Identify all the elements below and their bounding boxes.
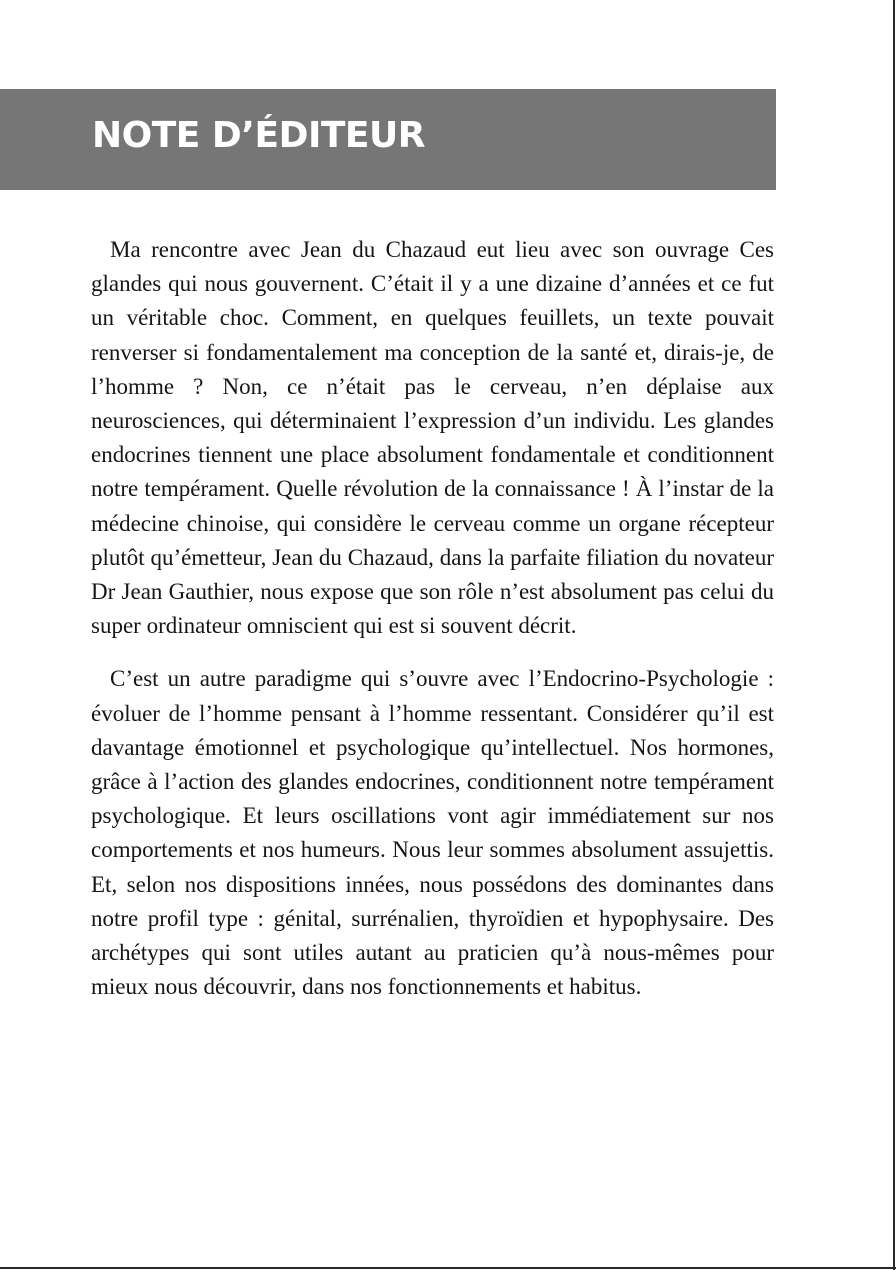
- paragraph-2: C’est un autre paradigme qui s’ouvre avec l’Endocrino-Psychologie : évoluer de l’homme pensant à l’homme ressentant. Considérer qu’il est davantage émotionnel et psychologique qu’intellectuel. Nos hormones, grâce à l’action des glandes endocrines, conditionnent notre tempérament psychologique. Et leurs oscillations vont agir immédiatement sur nos comportements et nos humeurs. Nous leur sommes absolument assujettis. Et, selon nos dispositions innées, nous possédons des dominantes dans notre profil type : génital, surrénalien, thyroïdien et hypophysaire. Des archétypes qui sont utiles autant au praticien qu’à nous-mêmes pour mieux nous découvrir, dans nos fonctionnements et habitus.: [91, 666, 774, 1000]
- page-title: NOTE D’ÉDITEUR: [92, 115, 425, 156]
- page-edge-bottom: [0, 1267, 896, 1269]
- page-edge-right: [893, 0, 895, 1270]
- body-text: [91, 233, 774, 1004]
- title-band: [0, 89, 776, 190]
- paragraph-1: Ma rencontre avec Jean du Chazaud eut lieu avec son ouvrage Ces glandes qui nous gouvernent. C’était il y a une dizaine d’années et ce fut un véritable choc. Comment, en quelques feuillets, un texte pouvait renverser si fondamentalement ma conception de la santé et, dirais-je, de l’homme ? Non, ce n’était pas le cerveau, n’en déplaise aux neurosciences, qui déterminaient l’expression d’un individu. Les glandes endocrines tiennent une place absolument fondamentale et conditionnent notre tempérament. Quelle révolution de la connaissance ! À l’instar de la médecine chinoise, qui considère le cerveau comme un organe récepteur plutôt qu’émetteur, Jean du Chazaud, dans la parfaite filiation du novateur Dr Jean Gauthier, nous expose que son rôle n’est absolument pas celui du super ordinateur omniscient qui est si souvent décrit.: [91, 237, 774, 639]
